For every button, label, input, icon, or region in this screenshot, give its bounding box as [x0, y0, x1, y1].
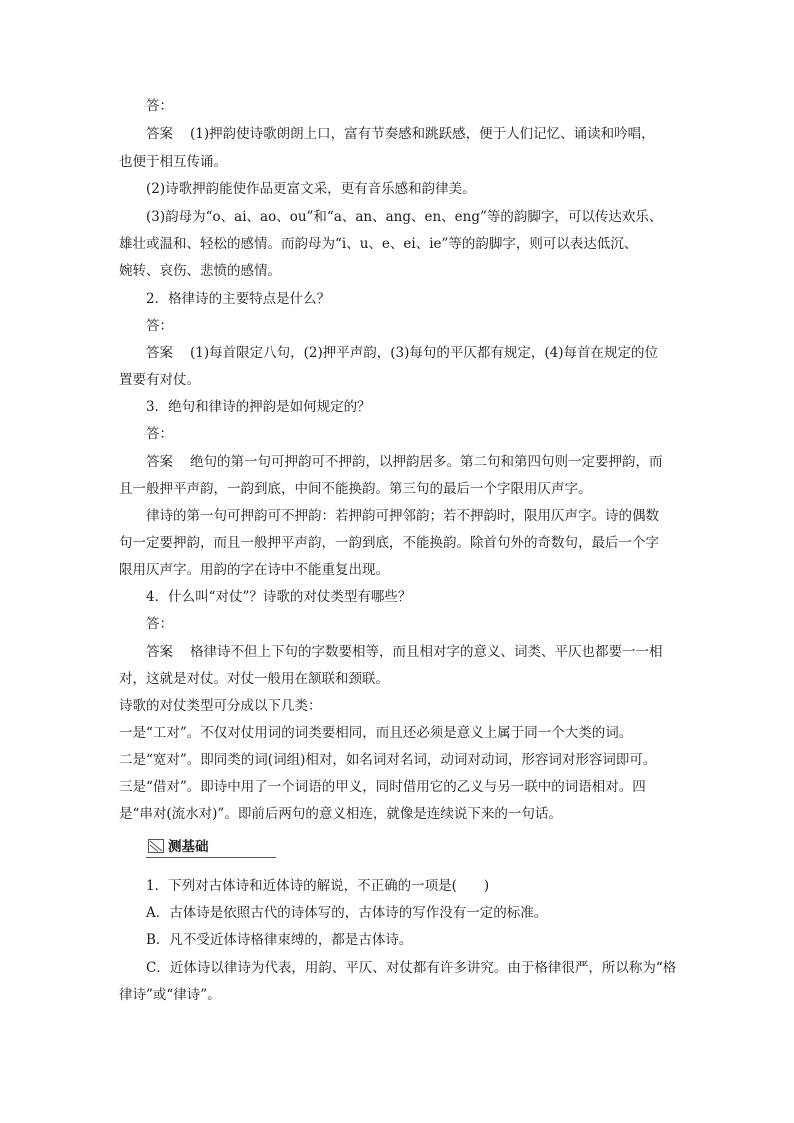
answer-label: 答案: [146, 345, 173, 361]
answer-line: [146, 642, 663, 662]
answer-label: 答案: [146, 644, 173, 660]
answer-text: 对，这就是对仗。对仗一般用在颔联和颈联。: [119, 671, 389, 687]
answer-text: 句一定要押韵，而且一般押平声韵，一韵到底，不能换韵。除首句外的奇数句，最后一个字: [119, 535, 659, 551]
option-b: B．凡不受近体诗格律束缚的，都是古体诗。: [146, 932, 413, 948]
answer-text: (3)韵母为“o、ai、ao、ou”和“a、an、ang、en、eng”等的韵脚字，可以传达欢乐、: [146, 209, 663, 225]
answer-line: [146, 124, 655, 144]
answer-text: 也便于相互传诵。: [119, 154, 227, 170]
answer-text: 绝句的第一句可押韵可不押韵，以押韵居多。第二句和第四句则一定要押韵，而: [190, 454, 663, 470]
option-a: A．古体诗是依照古代的诗体写的，古体诗的写作没有一定的标准。: [146, 905, 548, 921]
answer-prompt: 答：: [146, 426, 173, 442]
answer-text: (1)每首限定八句，(2)押平声韵，(3)每句的平仄都有规定，(4)每首在规定的位: [190, 345, 658, 361]
answer-text: 婉转、哀伤、悲愤的感情。: [119, 263, 281, 279]
answer-text: 限用仄声字。用韵的字在诗中不能重复出现。: [119, 562, 389, 578]
answer-text: (1)押韵使诗歌朗朗上口，富有节奏感和跳跃感，便于人们记忆、诵读和吟唱，: [190, 126, 655, 142]
answer-prompt: 答：: [146, 98, 173, 114]
answer-text: 雄壮或温和、轻松的感情。而韵母为“i、u、e、ei、ie”等的韵脚字，则可以表达低沉、: [119, 236, 638, 252]
exercise-question-1: 1．下列对古体诗和近体诗的解说，不正确的一项是( ): [146, 878, 490, 894]
section-underline: [146, 857, 276, 858]
section-title: 测基础: [168, 839, 209, 855]
answer-text: 一是“工对”。不仅对仗用词的词类要相同，而且还必须是意义上属于同一个大类的词。: [119, 725, 633, 741]
answer-label: 答案: [146, 454, 173, 470]
answer-label: 答案: [146, 126, 173, 142]
section-header: [146, 838, 276, 858]
answer-text: (2)诗歌押韵能使作品更富文采，更有音乐感和韵律美。: [146, 181, 476, 197]
answer-line: [146, 452, 663, 472]
answer-text: 格律诗不但上下句的字数要相等，而且相对字的意义、词类、平仄也都要一一相: [190, 644, 663, 660]
answer-text: 是“串对(流水对)”。即前后两句的意义相连，就像是连续说下来的一句话。: [119, 806, 562, 822]
question-4: 4．什么叫“对仗”？诗歌的对仗类型有哪些？: [146, 589, 412, 605]
answer-prompt: 答：: [146, 318, 173, 334]
answer-text: 二是“宽对”。即同类的词(词组)相对，如名词对名词，动词对动词，形容词对形容词即可。: [119, 752, 657, 768]
answer-text: 律诗的第一句可押韵可不押韵：若押韵可押邻韵；若不押韵时，限用仄声字。诗的偶数: [146, 508, 659, 524]
answer-prompt: 答：: [146, 616, 173, 632]
diagonal-marker-icon: [148, 839, 164, 853]
option-c: C．近体诗以律诗为代表，用韵、平仄、对仗都有许多讲究。由于格律很严，所以称为“格: [146, 960, 677, 976]
answer-text: 置要有对仗。: [119, 372, 200, 388]
question-2: 2．格律诗的主要特点是什么？: [146, 291, 331, 307]
option-c-continued: 律诗”或“律诗”。: [119, 987, 221, 1003]
question-3: 3．绝句和律诗的押韵是如何规定的？: [146, 399, 371, 415]
answer-text: 诗歌的对仗类型可分成以下几类：: [119, 698, 322, 714]
answer-line: [146, 343, 658, 363]
answer-text: 三是“借对”。即诗中用了一个词语的甲义，同时借用它的乙义与另一联中的词语相对。四: [119, 779, 646, 795]
answer-text: 且一般押平声韵，一韵到底，中间不能换韵。第三句的最后一个字限用仄声字。: [119, 481, 592, 497]
